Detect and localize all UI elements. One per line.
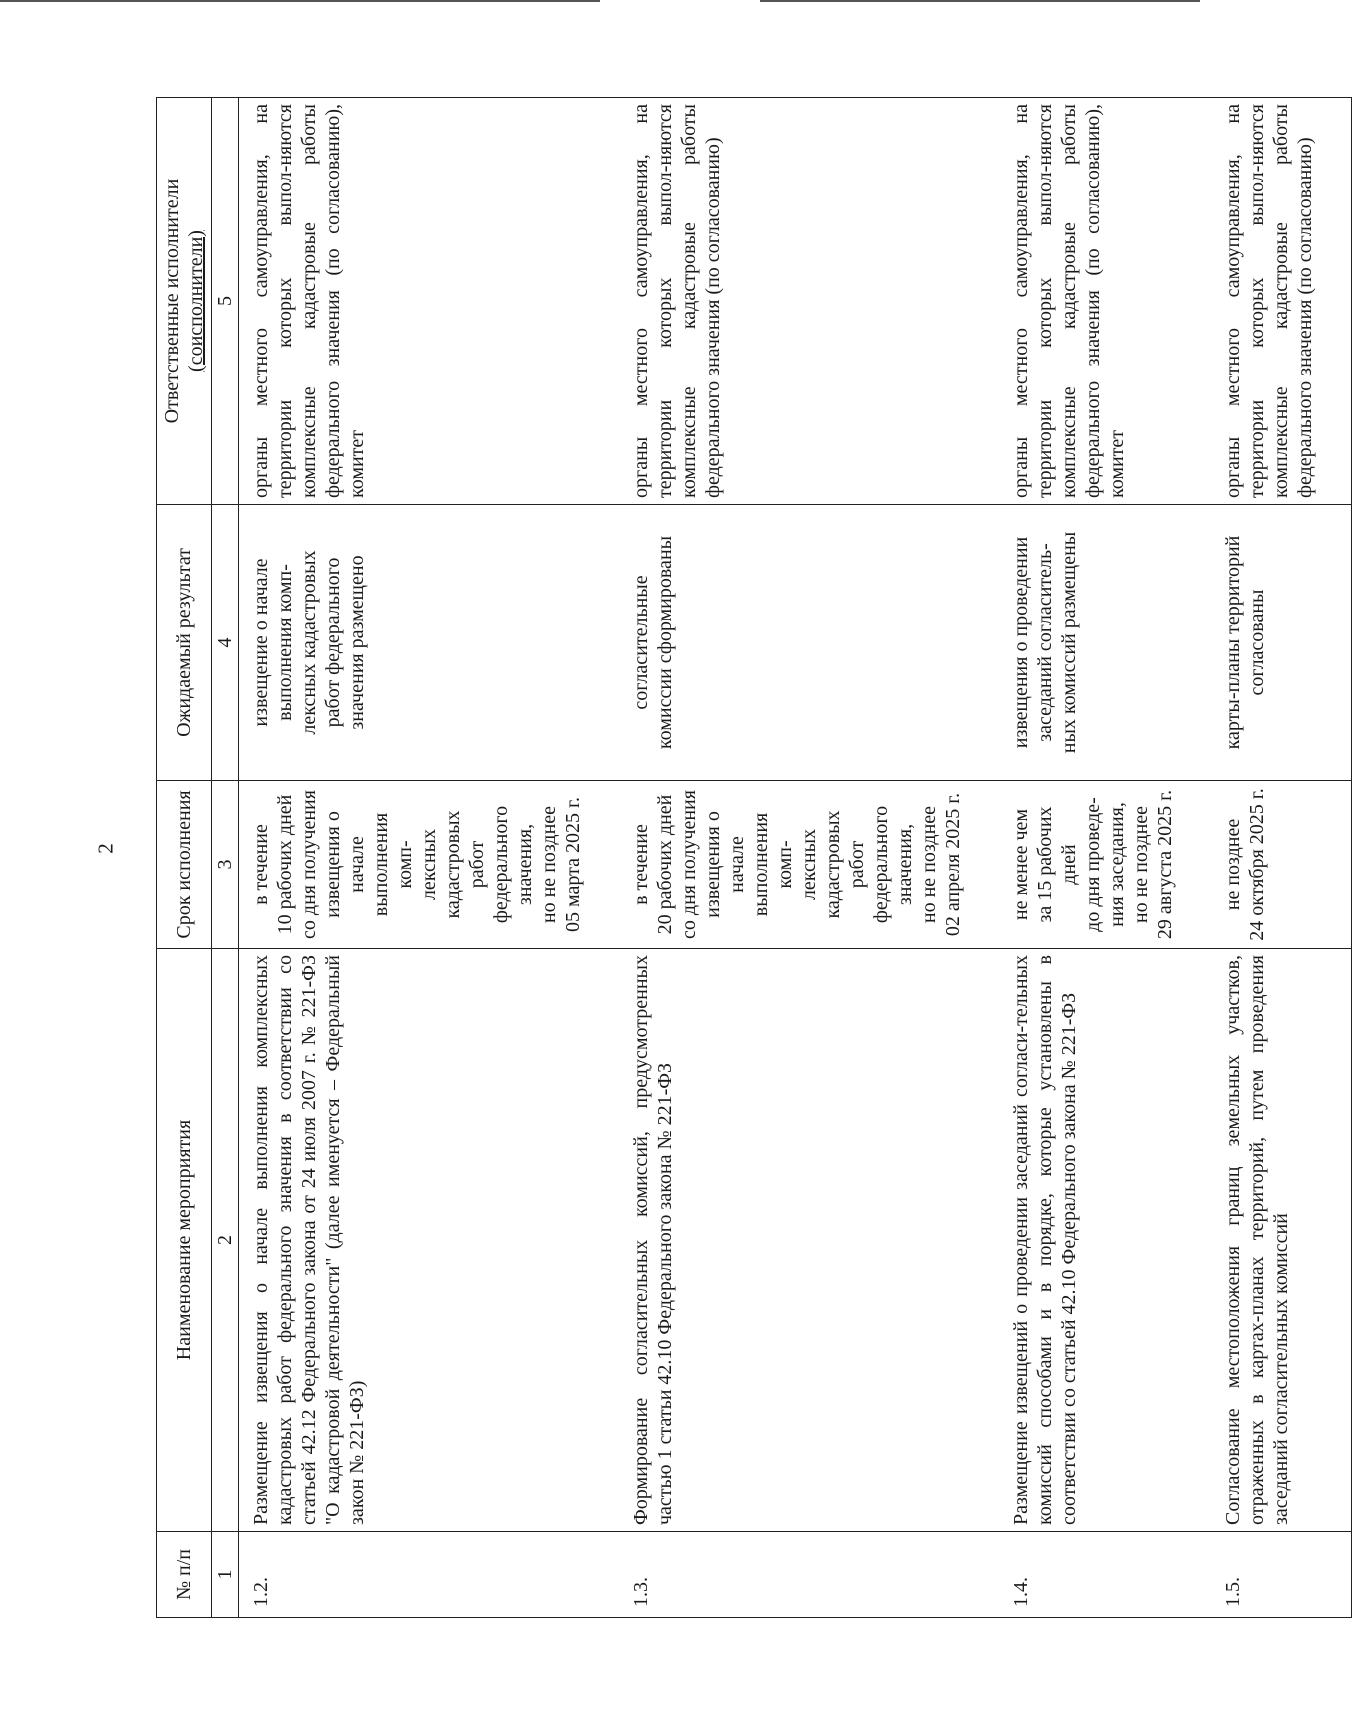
row-number: 1.3. xyxy=(619,1532,999,1618)
table-row xyxy=(239,98,620,1618)
execution-term-line: но не позднее xyxy=(1130,805,1152,924)
expected-result-line: извещение о начале xyxy=(250,558,272,727)
execution-term xyxy=(1211,781,1352,949)
execution-term-line: выполнения комп- xyxy=(750,812,796,917)
responsible-executors: органы местного самоуправления, на территории которых выпол-няются комплексные кадастровые работы федерального значения (по согласованию) xyxy=(619,98,999,505)
table-body xyxy=(239,98,1352,1618)
execution-term-line: до дня проведе- xyxy=(1082,797,1104,932)
event-name: Формирование согласительных комиссий, предусмотренных частью 1 статьи 42.10 Федерального закона № 221-ФЗ xyxy=(619,949,999,1532)
column-index-1: 1 xyxy=(212,1532,239,1618)
table-row xyxy=(1211,98,1352,1618)
column-index-5: 5 xyxy=(212,98,239,505)
expected-result-line: заседаний согласитель- xyxy=(1034,543,1056,742)
execution-term-line: со дня получения xyxy=(678,790,700,939)
expected-result-line: согласованы xyxy=(1246,589,1268,696)
expected-result-line: выполнения комп- xyxy=(274,564,296,721)
execution-term xyxy=(239,781,620,949)
execution-term-line: в течение xyxy=(250,824,272,905)
expected-result-line: комиссии сформированы xyxy=(654,535,676,750)
expected-result-line: извещения о проведении xyxy=(1010,536,1032,749)
execution-term-line: ния заседания, xyxy=(1106,802,1128,927)
execution-term-line: но не позднее xyxy=(538,805,560,924)
expected-result-line: работ федерального xyxy=(322,557,344,728)
column-index-3: 3 xyxy=(212,781,239,949)
events-table-wrapper xyxy=(156,98,1352,1618)
header-responsible-main: Ответственные исполнители xyxy=(161,178,183,424)
expected-result-line: лексных кадастровых xyxy=(298,550,320,735)
execution-term xyxy=(619,781,999,949)
execution-term-line: за 15 рабочих дней xyxy=(1034,806,1080,923)
execution-term-line: работ федерального xyxy=(846,805,892,924)
column-index-4: 4 xyxy=(212,505,239,781)
execution-term-line: 02 апреля 2025 г. xyxy=(942,792,964,937)
column-index-2: 2 xyxy=(212,949,239,1532)
execution-term-line: 10 рабочих дней xyxy=(274,794,296,935)
header-name: Наименование мероприятия xyxy=(157,949,212,1532)
header-result: Ожидаемый результат xyxy=(157,505,212,781)
execution-term-line: значения, xyxy=(514,823,536,906)
expected-result-line: согласительные xyxy=(630,575,652,710)
execution-term-line: извещения о начале xyxy=(322,811,368,918)
execution-term-line: значения, xyxy=(894,823,916,906)
event-name: Размещение извещений о проведении заседаний согласи-тельных комиссий способами и в порядке, которые установлены в соответствии со статьей 42.10 Федерального закона № 221-ФЗ xyxy=(999,949,1211,1532)
row-number: 1.2. xyxy=(239,1532,620,1618)
execution-term-line: со дня получения xyxy=(298,790,320,939)
execution-term xyxy=(999,781,1211,949)
scan-edge-right xyxy=(760,0,1200,2)
expected-result xyxy=(239,505,620,781)
expected-result xyxy=(999,505,1211,781)
execution-term-line: лексных кадастровых xyxy=(418,810,464,919)
row-number: 1.4. xyxy=(999,1532,1211,1618)
header-num: № п/п xyxy=(157,1532,212,1618)
execution-term-line: в течение xyxy=(630,824,652,905)
event-name: Размещение извещения о начале выполнения комплексных кадастровых работ федерального значения в соответствии со статьей 42.12 Федерального закона от 24 июля 2007 г. № 221-ФЗ "О кадастровой деятельности" (далее именуется – Федеральный закон № 221-ФЗ) xyxy=(239,949,620,1532)
execution-term-line: работ федерального xyxy=(466,805,512,924)
header-responsible-sub: (соисполнители) xyxy=(185,230,207,372)
responsible-executors: органы местного самоуправления, на территории которых выпол-няются комплексные кадастровые работы федерального значения (по согласованию), комитет xyxy=(239,98,620,505)
execution-term-line: не менее чем xyxy=(1010,808,1032,921)
row-number: 1.5. xyxy=(1211,1532,1352,1618)
execution-term-line: 29 августа 2025 г. xyxy=(1154,789,1176,940)
table-row xyxy=(619,98,999,1618)
event-name: Согласование местоположения границ земельных участков, отраженных в картах-планах территорий, путем проведения заседаний согласительных комиссий xyxy=(1211,949,1352,1532)
events-table xyxy=(156,97,1352,1618)
execution-term-line: но не позднее xyxy=(918,805,940,924)
expected-result-line: ных комиссий размещены xyxy=(1058,531,1080,754)
execution-term-line: извещения о начале xyxy=(702,811,748,918)
responsible-executors: органы местного самоуправления, на территории которых выпол-няются комплексные кадастровые работы федерального значения (по согласованию) xyxy=(1211,98,1352,505)
expected-result xyxy=(1211,505,1352,781)
expected-result-line: карты-планы территорий xyxy=(1222,535,1244,750)
execution-term-line: 05 марта 2025 г. xyxy=(562,797,584,932)
execution-term-line: не позднее xyxy=(1222,818,1244,911)
expected-result-line: значения размещено xyxy=(346,555,368,730)
header-term: Срок исполнения xyxy=(157,781,212,949)
expected-result xyxy=(619,505,999,781)
table-header xyxy=(157,98,239,1618)
execution-term-line: лексных кадастровых xyxy=(798,810,844,919)
execution-term-line: выполнения комп- xyxy=(370,812,416,917)
execution-term-line: 20 рабочих дней xyxy=(654,794,676,935)
page-number: 2 xyxy=(93,843,118,854)
responsible-executors: органы местного самоуправления, на территории которых выпол-няются комплексные кадастровые работы федерального значения (по согласованию), комитет xyxy=(999,98,1211,505)
header-responsible xyxy=(157,98,212,505)
table-row xyxy=(999,98,1211,1618)
scan-edge-left xyxy=(0,0,600,2)
execution-term-line: 24 октября 2025 г. xyxy=(1246,788,1268,941)
